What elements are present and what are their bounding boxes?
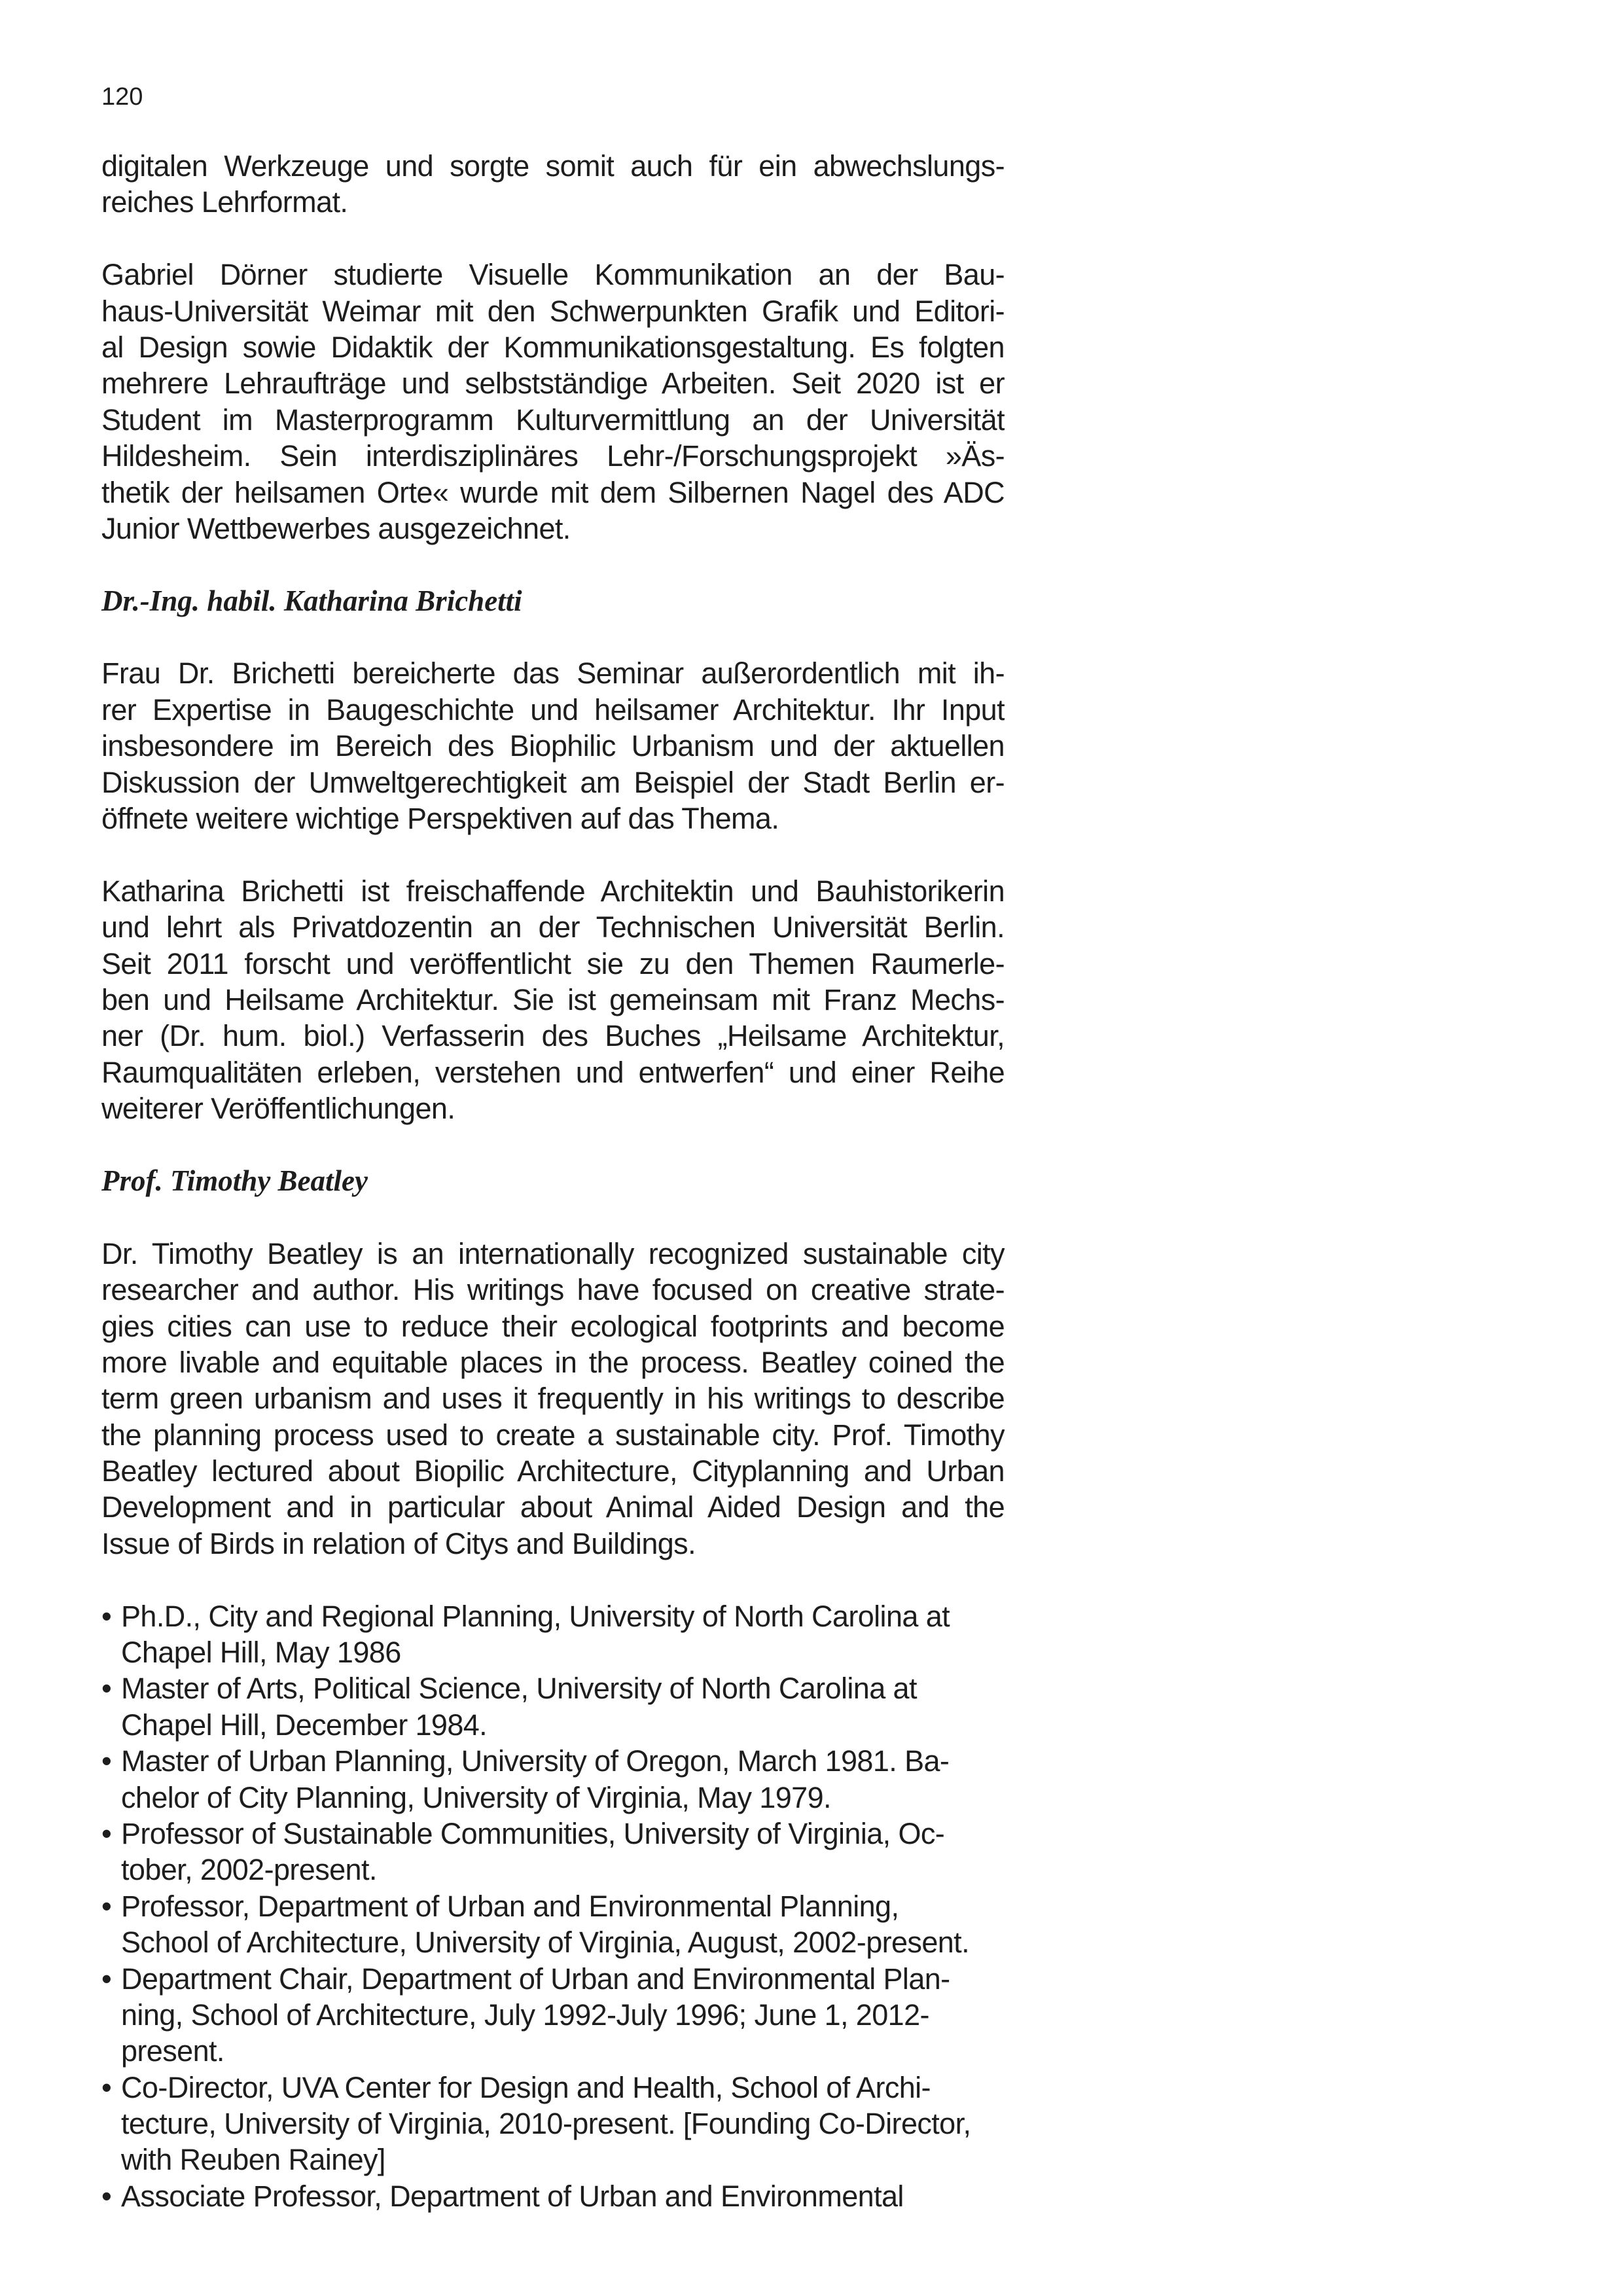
text-line: present. bbox=[121, 2034, 224, 2068]
text-line: with Reuben Rainey] bbox=[121, 2143, 385, 2177]
text-line: Co-Director, UVA Center for Design and Health, School of Archi- bbox=[121, 2070, 931, 2104]
bullet-icon: • bbox=[101, 2070, 112, 2104]
list-item bbox=[101, 2178, 1005, 2214]
list-item bbox=[101, 1598, 1005, 1671]
text-line: term green urbanism and uses it frequently in his writings to describe bbox=[101, 1382, 1005, 1416]
text-line: thetik der heilsamen Orte« wurde mit dem Silbernen Nagel des ADC bbox=[101, 475, 1005, 509]
text-line: more livable and equitable places in the process. Beatley coined the bbox=[101, 1345, 1005, 1379]
text-line: weiterer Veröffentlichungen. bbox=[101, 1092, 455, 1126]
list-item bbox=[101, 1961, 1005, 2070]
text-line: Katharina Brichetti ist freischaffende Architektin und Bauhistorikerin bbox=[101, 874, 1005, 908]
text-line: Seit 2011 forscht und veröffentlicht sie zu den Themen Raumerle- bbox=[101, 946, 1005, 980]
text-line: Department Chair, Department of Urban and Environmental Plan- bbox=[121, 1962, 950, 1996]
bullet-icon: • bbox=[101, 2179, 112, 2213]
bullet-icon: • bbox=[101, 1744, 112, 1778]
bullet-icon: • bbox=[101, 1889, 112, 1923]
text-line: Beatley lectured about Biopilic Architecture, Cityplanning and Urban bbox=[101, 1454, 1005, 1488]
list-item bbox=[101, 2070, 1005, 2178]
beatley-cv-list bbox=[101, 1598, 1005, 2215]
text-line: rer Expertise in Baugeschichte und heilsamer Architektur. Ihr Input bbox=[101, 692, 1005, 726]
text-line: Student im Masterprogramm Kulturvermittlung an der Universität bbox=[101, 403, 1005, 437]
bullet-icon: • bbox=[101, 1599, 112, 1633]
text-line: Master of Arts, Political Science, University of North Carolina at bbox=[121, 1672, 917, 1706]
section-heading-brichetti: Dr.-Ing. habil. Katharina Brichetti bbox=[101, 584, 522, 617]
paragraph-brichetti-seminar bbox=[101, 655, 1005, 836]
text-line: Associate Professor, Department of Urban and Environmental bbox=[121, 2179, 904, 2213]
text-line: chelor of City Planning, University of Virginia, May 1979. bbox=[121, 1780, 831, 1814]
text-line: mehrere Lehraufträge und selbstständige Arbeiten. Seit 2020 ist er bbox=[101, 367, 1005, 401]
text-line: Gabriel Dörner studierte Visuelle Kommunikation an der Bau- bbox=[101, 258, 1005, 292]
text-line: Issue of Birds in relation of Citys and Buildings. bbox=[101, 1526, 696, 1560]
text-line: School of Architecture, University of Virginia, August, 2002-present. bbox=[121, 1926, 969, 1960]
list-item bbox=[101, 1888, 1005, 1961]
paragraph-lehrformat bbox=[101, 148, 1005, 221]
text-line: al Design sowie Didaktik der Kommunikationsgestaltung. Es folgten bbox=[101, 330, 1005, 364]
bullet-icon: • bbox=[101, 1816, 112, 1850]
text-line: Chapel Hill, May 1986 bbox=[121, 1636, 401, 1670]
page-number: 120 bbox=[101, 83, 143, 111]
text-line: Hildesheim. Sein interdisziplinäres Lehr-/Forschungsprojekt »Äs- bbox=[101, 439, 1005, 473]
list-item bbox=[101, 1670, 1005, 1743]
text-line: tecture, University of Virginia, 2010-present. [Founding Co-Director, bbox=[121, 2107, 971, 2141]
text-column bbox=[101, 148, 1005, 2214]
text-line: Ph.D., City and Regional Planning, University of North Carolina at bbox=[121, 1599, 950, 1633]
text-line: und lehrt als Privatdozentin an der Technischen Universität Berlin. bbox=[101, 910, 1005, 944]
text-line: ben und Heilsame Architektur. Sie ist gemeinsam mit Franz Mechs- bbox=[101, 982, 1005, 1016]
text-line: Professor of Sustainable Communities, University of Virginia, Oc- bbox=[121, 1816, 945, 1850]
text-line: Junior Wettbewerbes ausgezeichnet. bbox=[101, 511, 571, 545]
text-line: Dr. Timothy Beatley is an internationally recognized sustainable city bbox=[101, 1236, 1005, 1270]
text-line: tober, 2002-present. bbox=[121, 1853, 377, 1887]
text-line: Professor, Department of Urban and Environmental Planning, bbox=[121, 1889, 899, 1923]
section-heading-beatley: Prof. Timothy Beatley bbox=[101, 1164, 368, 1197]
text-line: digitalen Werkzeuge und sorgte somit auch für ein abwechslungs- bbox=[101, 149, 1005, 183]
paragraph-brichetti-bio bbox=[101, 873, 1005, 1127]
text-line: ner (Dr. hum. biol.) Verfasserin des Buches „Heilsame Architektur, bbox=[101, 1019, 1005, 1053]
text-line: Development and in particular about Animal Aided Design and the bbox=[101, 1490, 1005, 1524]
text-line: Chapel Hill, December 1984. bbox=[121, 1708, 488, 1742]
text-line: öffnete weitere wichtige Perspektiven auf das Thema. bbox=[101, 802, 779, 836]
text-line: Diskussion der Umweltgerechtigkeit am Beispiel der Stadt Berlin er- bbox=[101, 765, 1005, 799]
bullet-icon: • bbox=[101, 1962, 112, 1996]
list-item bbox=[101, 1743, 1005, 1816]
text-line: insbesondere im Bereich des Biophilic Urbanism und der aktuellen bbox=[101, 729, 1005, 763]
text-line: Master of Urban Planning, University of Oregon, March 1981. Ba- bbox=[121, 1744, 950, 1778]
text-line: Frau Dr. Brichetti bereicherte das Seminar außerordentlich mit ih- bbox=[101, 656, 1005, 691]
paragraph-beatley-bio bbox=[101, 1236, 1005, 1562]
text-line: haus-Universität Weimar mit den Schwerpunkten Grafik und Editori- bbox=[101, 294, 1005, 328]
paragraph-doerner-bio bbox=[101, 257, 1005, 547]
text-line: gies cities can use to reduce their ecological footprints and become bbox=[101, 1309, 1005, 1343]
text-line: reiches Lehrformat. bbox=[101, 185, 348, 219]
bullet-icon: • bbox=[101, 1672, 112, 1706]
text-line: Raumqualitäten erleben, verstehen und entwerfen“ und einer Reihe bbox=[101, 1055, 1005, 1089]
text-line: researcher and author. His writings have focused on creative strate- bbox=[101, 1273, 1005, 1307]
text-line: the planning process used to create a sustainable city. Prof. Timothy bbox=[101, 1418, 1005, 1452]
list-item bbox=[101, 1816, 1005, 1888]
text-line: ning, School of Architecture, July 1992-July 1996; June 1, 2012- bbox=[121, 1998, 929, 2032]
